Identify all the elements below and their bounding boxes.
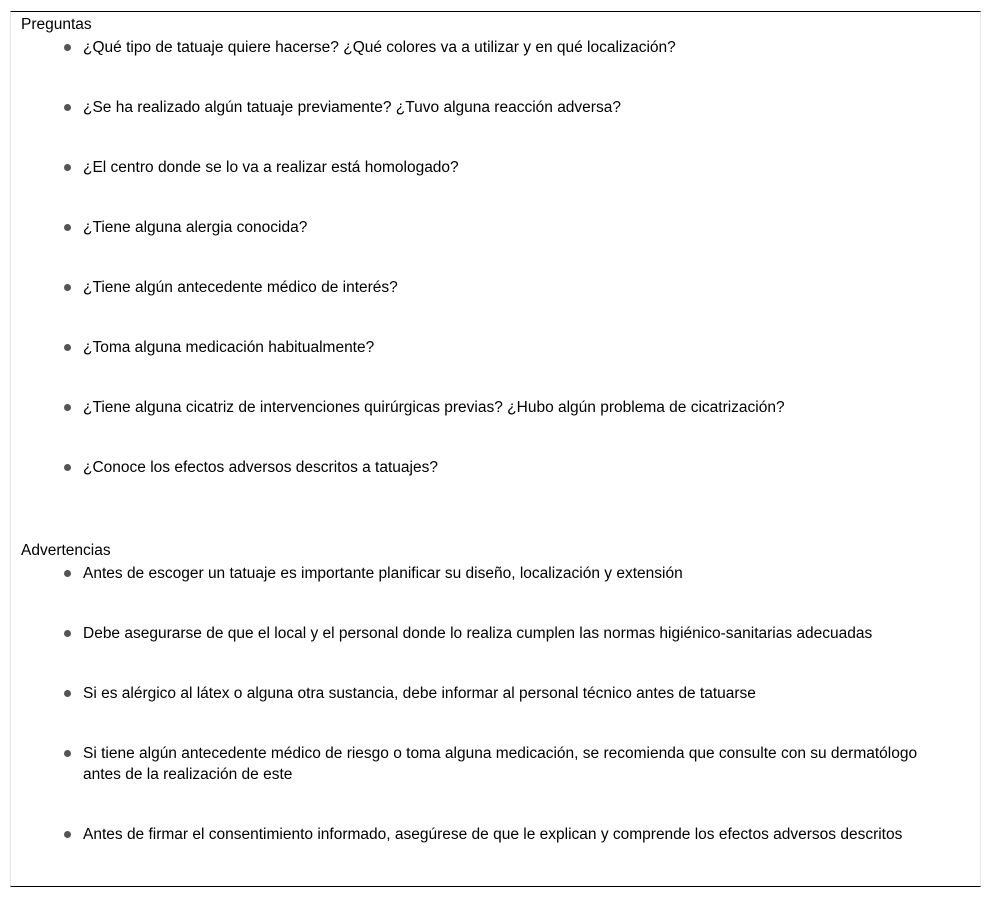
bullet-icon xyxy=(64,344,71,351)
preguntas-list xyxy=(21,37,951,478)
bullet-icon xyxy=(64,630,71,637)
list-item xyxy=(21,683,951,704)
advertencias-list xyxy=(21,563,951,845)
content-table xyxy=(10,11,981,887)
bullet-icon xyxy=(64,464,71,471)
list-item xyxy=(21,277,951,298)
bullet-icon xyxy=(64,750,71,757)
list-item-text: ¿Qué tipo de tatuaje quiere hacerse? ¿Qué colores va a utilizar y en qué localización? xyxy=(83,39,676,56)
list-item-text: Antes de firmar el consentimiento informado, asegúrese de que le explican y comprende los efectos adversos descritos xyxy=(83,826,903,843)
section-title-preguntas: Preguntas xyxy=(21,16,92,33)
list-item xyxy=(21,457,951,478)
list-item-text: ¿Tiene algún antecedente médico de interés? xyxy=(83,279,398,296)
list-item xyxy=(21,397,951,418)
bullet-icon xyxy=(64,104,71,111)
bullet-icon xyxy=(64,224,71,231)
bullet-icon xyxy=(64,404,71,411)
list-item xyxy=(21,157,951,178)
list-item-text: ¿Tiene alguna alergia conocida? xyxy=(83,219,308,236)
list-item-text: Antes de escoger un tatuaje es importante planificar su diseño, localización y extensión xyxy=(83,565,683,582)
bullet-icon xyxy=(64,690,71,697)
list-item xyxy=(21,337,951,358)
bullet-icon xyxy=(64,570,71,577)
list-item-text: ¿Tiene alguna cicatriz de intervenciones quirúrgicas previas? ¿Hubo algún problema de cicatrización? xyxy=(83,399,785,416)
list-item-text: Si es alérgico al látex o alguna otra sustancia, debe informar al personal técnico antes de tatuarse xyxy=(83,685,756,702)
list-item xyxy=(21,623,951,644)
bullet-icon xyxy=(64,831,71,838)
list-item xyxy=(21,743,951,785)
list-item xyxy=(21,563,951,584)
list-item-text: ¿Toma alguna medicación habitualmente? xyxy=(83,339,375,356)
list-item-text: ¿Conoce los efectos adversos descritos a tatuajes? xyxy=(83,459,438,476)
list-item xyxy=(21,217,951,238)
bullet-icon xyxy=(64,44,71,51)
list-item xyxy=(21,97,951,118)
bullet-icon xyxy=(64,164,71,171)
list-item xyxy=(21,37,951,58)
section-preguntas xyxy=(21,14,951,478)
list-item-text: Si tiene algún antecedente médico de riesgo o toma alguna medicación, se recomienda que consulte con su dermatólogo antes de la realización de este xyxy=(83,745,918,783)
list-item-text: ¿El centro donde se lo va a realizar está homologado? xyxy=(83,159,459,176)
list-item-text: ¿Se ha realizado algún tatuaje previamente? ¿Tuvo alguna reacción adversa? xyxy=(83,99,621,116)
section-advertencias xyxy=(21,540,951,845)
bullet-icon xyxy=(64,284,71,291)
list-item xyxy=(21,824,951,845)
section-title-advertencias: Advertencias xyxy=(21,542,111,559)
list-item-text: Debe asegurarse de que el local y el personal donde lo realiza cumplen las normas higiénico-sanitarias adecuadas xyxy=(83,625,873,642)
